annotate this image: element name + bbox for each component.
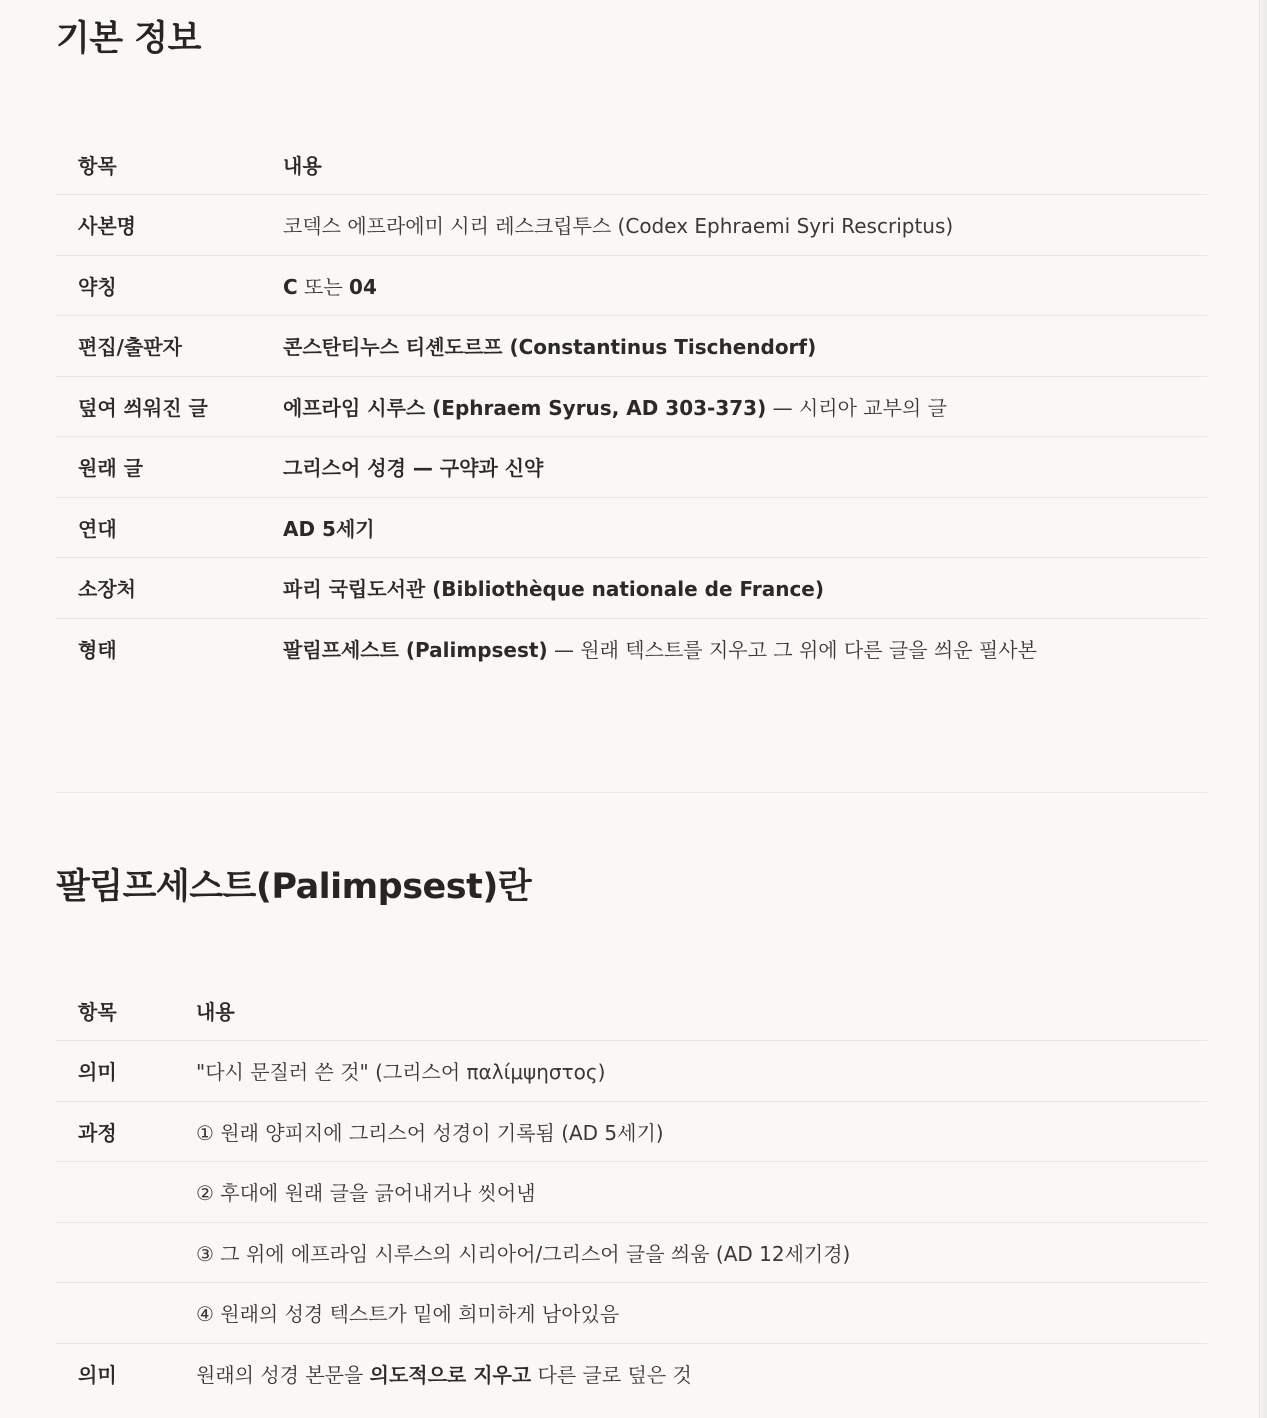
row-label: 약칭 <box>56 255 261 316</box>
palimpsest-table <box>56 980 1207 1404</box>
section-divider <box>56 792 1207 793</box>
row-label <box>56 1283 174 1344</box>
row-value-bold: 그리스어 성경 — 구약과 신약 <box>283 456 544 481</box>
row-value <box>261 316 1207 377</box>
table-header-row <box>56 134 1207 195</box>
row-label: 원래 글 <box>56 437 261 498</box>
row-value-bold: 팔림프세스트 (Palimpsest) <box>283 638 548 662</box>
basic-info-table <box>56 134 1207 679</box>
table-row <box>56 1343 1207 1404</box>
table-row <box>56 437 1207 498</box>
row-value <box>261 558 1207 619</box>
row-value-bold: AD 5세기 <box>283 516 375 541</box>
table-row <box>56 558 1207 619</box>
table-row <box>56 255 1207 316</box>
row-label: 의미 <box>56 1041 174 1102</box>
row-value <box>174 1343 1207 1404</box>
row-label: 의미 <box>56 1343 174 1404</box>
table-row <box>56 1041 1207 1102</box>
row-value-text-after: 다른 글로 덮은 것 <box>531 1363 692 1387</box>
row-label: 연대 <box>56 497 261 558</box>
table-header-row <box>56 980 1207 1041</box>
table-row <box>56 1101 1207 1162</box>
row-label: 덮여 씌워진 글 <box>56 376 261 437</box>
row-value-text: — 원래 텍스트를 지우고 그 위에 다른 글을 씌운 필사본 <box>547 638 1037 662</box>
row-value <box>261 497 1207 558</box>
row-value <box>261 618 1207 679</box>
row-label: 사본명 <box>56 195 261 256</box>
row-value-text: 코덱스 에프라에미 시리 레스크립투스 (Codex Ephraemi Syri Rescriptus) <box>283 214 954 239</box>
table-row <box>56 316 1207 377</box>
row-value-bold: 콘스탄티누스 티셴도르프 (Constantinus Tischendorf) <box>283 335 817 360</box>
section-title-palimpsest: 팔림프세스트(Palimpsest)란 <box>56 867 532 907</box>
header-item: 항목 <box>78 999 117 1024</box>
row-value-text: 또는 <box>297 274 350 299</box>
table-row <box>56 1283 1207 1344</box>
section-title-basic-info: 기본 정보 <box>56 19 201 59</box>
header-content: 내용 <box>283 153 322 178</box>
row-value <box>261 255 1207 316</box>
row-value-text: — 시리아 교부의 글 <box>766 395 947 420</box>
row-label: 과정 <box>56 1101 174 1162</box>
row-value: ③ 그 위에 에프라임 시루스의 시리아어/그리스어 글을 씌움 (AD 12세기경) <box>174 1222 1207 1283</box>
row-value-bold: C <box>283 274 298 299</box>
window-right-edge <box>1259 0 1267 1418</box>
row-value <box>261 437 1207 498</box>
row-value: ② 후대에 원래 글을 긁어내거나 씻어냄 <box>174 1162 1207 1223</box>
row-value-bold-suffix: 04 <box>349 274 377 299</box>
table-row <box>56 497 1207 558</box>
row-label: 소장처 <box>56 558 261 619</box>
row-value: ① 원래 양피지에 그리스어 성경이 기록됨 (AD 5세기) <box>174 1101 1207 1162</box>
row-value-bold: 에프라임 시루스 (Ephraem Syrus, AD 303-373) <box>283 395 767 420</box>
row-label <box>56 1222 174 1283</box>
table-row <box>56 1222 1207 1283</box>
row-label: 편집/출판자 <box>56 316 261 377</box>
row-label: 형태 <box>56 618 261 679</box>
table-row <box>56 1162 1207 1223</box>
row-value <box>261 376 1207 437</box>
row-value-bold: 의도적으로 지우고 <box>369 1363 532 1387</box>
row-value: ④ 원래의 성경 텍스트가 밑에 희미하게 남아있음 <box>174 1283 1207 1344</box>
header-content: 내용 <box>196 999 235 1024</box>
row-value-text: 원래의 성경 본문을 <box>196 1363 370 1387</box>
row-value-bold: 파리 국립도서관 (Bibliothèque nationale de France) <box>283 577 825 602</box>
row-value <box>261 195 1207 256</box>
table-row <box>56 618 1207 679</box>
table-row <box>56 195 1207 256</box>
row-label <box>56 1162 174 1223</box>
row-value: "다시 문질러 쓴 것" (그리스어 παλίμψηστος) <box>174 1041 1207 1102</box>
table-row <box>56 376 1207 437</box>
header-item: 항목 <box>78 153 117 178</box>
